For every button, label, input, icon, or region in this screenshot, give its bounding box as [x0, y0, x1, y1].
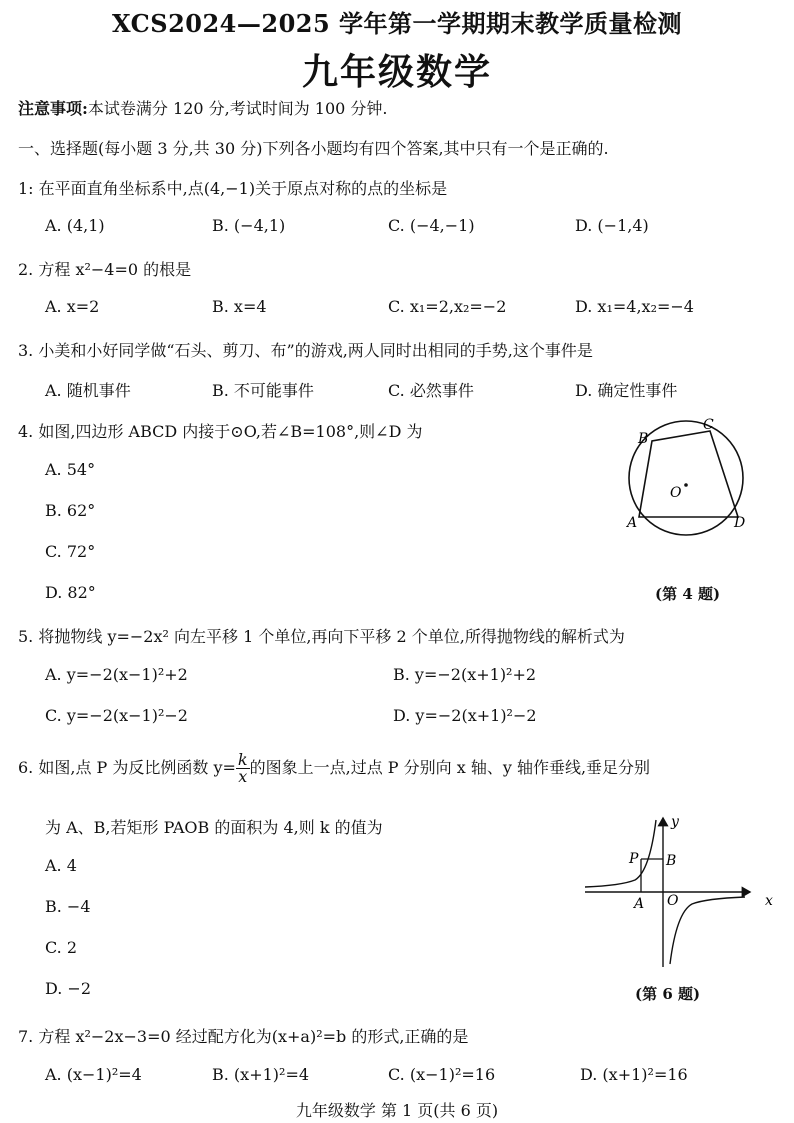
q6-stem-before: 6. 如图,点 P 为反比例函数 y=: [18, 758, 236, 777]
question-5-stem: 5. 将抛物线 y=−2x² 向左平移 1 个单位,再向下平移 2 个单位,所得抛物线的解析式为: [18, 627, 625, 646]
q3-option-c: C. 必然事件: [388, 381, 474, 400]
q3-option-a: A. 随机事件: [45, 381, 131, 400]
label-c: C: [703, 417, 714, 433]
q1-option-c: C. (−4,−1): [388, 216, 475, 235]
question-1-stem: 1: 在平面直角坐标系中,点(4,−1)关于原点对称的点的坐标是: [18, 179, 448, 198]
notice: [18, 96, 388, 119]
quadrilateral-abcd: [639, 431, 738, 517]
q6-option-b: B. −4: [45, 897, 91, 916]
q5-option-c: C. y=−2(x−1)²−2: [45, 706, 188, 725]
fraction-denominator: x: [238, 767, 248, 786]
page-footer: 九年级数学 第 1 页(共 6 页): [295, 1101, 499, 1120]
q5-option-b: B. y=−2(x+1)²+2: [393, 665, 537, 684]
q4-option-a: A. 54°: [45, 460, 96, 479]
q3-option-b: B. 不可能事件: [212, 381, 314, 400]
q6-stem-after: 的图象上一点,过点 P 分别向 x 轴、y 轴作垂线,垂足分别: [249, 758, 651, 777]
subject-title: 九年级数学: [301, 51, 492, 93]
label-o: O: [670, 485, 682, 501]
q6-hyperbola-figure: [580, 812, 780, 972]
q6-option-a: A. 4: [45, 856, 77, 875]
q2-option-d: D. x₁=4,x₂=−4: [575, 297, 694, 316]
label-d: D: [734, 515, 746, 531]
label-o: O: [667, 893, 679, 909]
hyperbola-branch-upper-left: [585, 820, 656, 887]
fraction-numerator: k: [237, 750, 248, 769]
section-heading: 一、选择题(每小题 3 分,共 30 分)下列各小题均有四个答案,其中只有一个是正确的.: [18, 139, 609, 158]
q1-option-b: B. (−4,1): [212, 216, 286, 235]
question-7-stem: 7. 方程 x²−2x−3=0 经过配方化为(x+a)²=b 的形式,正确的是: [18, 1027, 469, 1046]
fraction-k-over-x: [236, 752, 250, 785]
q6-option-d: D. −2: [45, 979, 92, 998]
notice-text: 本试卷满分 120 分,考试时间为 100 分钟.: [87, 99, 388, 118]
q2-option-a: A. x=2: [45, 297, 100, 316]
question-6-stem-line2: 为 A、B,若矩形 PAOB 的面积为 4,则 k 的值为: [45, 818, 383, 837]
question-4-stem: 4. 如图,四边形 ABCD 内接于⊙O,若∠B=108°,则∠D 为: [18, 422, 423, 441]
question-3-stem: 3. 小美和小好同学做“石头、剪刀、布”的游戏,两人同时出相同的手势,这个事件是: [18, 341, 593, 360]
q7-option-a: A. (x−1)²=4: [45, 1065, 142, 1084]
label-b: B: [666, 853, 677, 869]
q3-option-d: D. 确定性事件: [575, 381, 678, 400]
question-2-stem: 2. 方程 x²−4=0 的根是: [18, 260, 192, 279]
hyperbola-branch-lower-right: [670, 897, 745, 964]
label-x: x: [765, 893, 773, 909]
exam-title: XCS2024—2025 学年第一学期期末教学质量检测: [111, 9, 683, 38]
q5-option-a: A. y=−2(x−1)²+2: [45, 665, 188, 684]
notice-label: 注意事项:: [18, 99, 88, 118]
q4-circle-figure: [615, 415, 765, 540]
q2-option-c: C. x₁=2,x₂=−2: [388, 297, 507, 316]
q4-option-c: C. 72°: [45, 542, 96, 561]
label-p: P: [629, 851, 639, 867]
center-point-o: [684, 483, 688, 487]
label-y: y: [671, 814, 679, 830]
q1-option-d: D. (−1,4): [575, 216, 649, 235]
q6-figure-caption: (第 6 题): [635, 985, 701, 1003]
q5-option-d: D. y=−2(x+1)²−2: [393, 706, 537, 725]
label-a: A: [634, 896, 645, 912]
q1-option-a: A. (4,1): [45, 216, 105, 235]
q4-option-b: B. 62°: [45, 501, 96, 520]
q7-option-c: C. (x−1)²=16: [388, 1065, 496, 1084]
q2-option-b: B. x=4: [212, 297, 267, 316]
q7-option-d: D. (x+1)²=16: [580, 1065, 688, 1084]
label-b: B: [638, 431, 649, 447]
q6-option-c: C. 2: [45, 938, 78, 957]
question-6-stem: [18, 752, 650, 785]
label-a: A: [627, 515, 638, 531]
q7-option-b: B. (x+1)²=4: [212, 1065, 310, 1084]
q4-figure-caption: (第 4 题): [655, 585, 721, 603]
q4-option-d: D. 82°: [45, 583, 96, 602]
